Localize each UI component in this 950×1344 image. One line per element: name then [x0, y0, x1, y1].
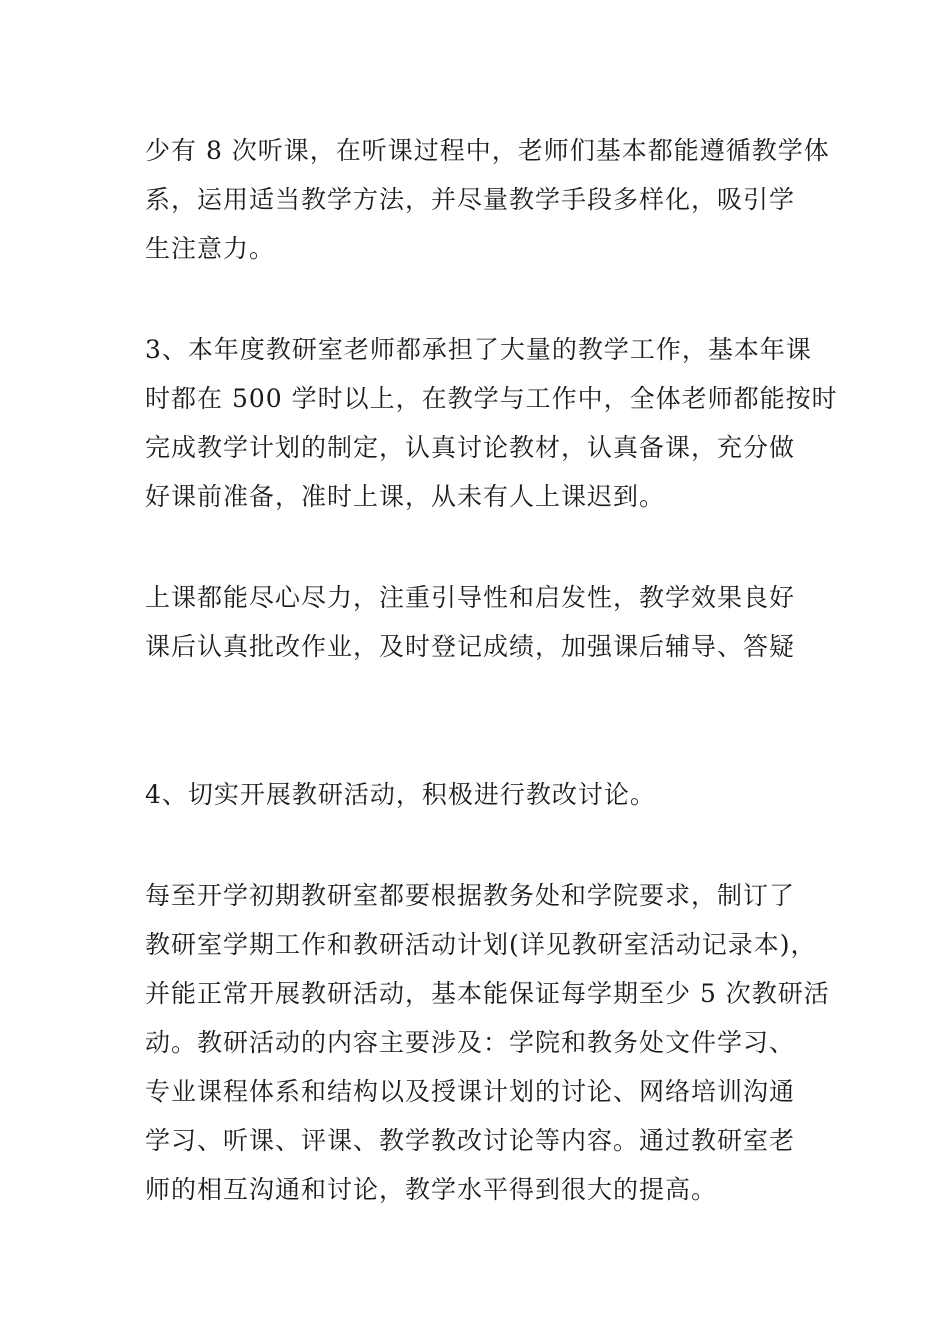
- paragraph-1-line-2: 系，运用适当教学方法，并尽量教学手段多样化，吸引学: [145, 185, 796, 214]
- paragraph-1-line-1: 少有 8 次听课，在听课过程中，老师们基本都能遵循教学体: [145, 136, 830, 165]
- paragraph-5-line-6: 学习、听课、评课、教学教改讨论等内容。通过教研室老: [145, 1126, 796, 1155]
- paragraph-4-line-1: 4、切实开展教研活动，积极进行教改讨论。: [145, 780, 656, 809]
- paragraph-5-line-1: 每至开学初期教研室都要根据教务处和学院要求，制订了: [145, 881, 796, 910]
- paragraph-2-line-2: 时都在 500 学时以上，在教学与工作中，全体老师都能按时: [145, 384, 838, 413]
- paragraph-3-line-1: 上课都能尽心尽力，注重引导性和启发性，教学效果良好: [145, 583, 796, 612]
- paragraph-5-line-3: 并能正常开展教研活动，基本能保证每学期至少 5 次教研活: [145, 979, 830, 1008]
- paragraph-2-line-3: 完成教学计划的制定，认真讨论教材，认真备课，充分做: [145, 433, 796, 462]
- paragraph-2-line-4: 好课前准备，准时上课，从未有人上课迟到。: [145, 482, 666, 511]
- paragraph-5-line-4: 动。教研活动的内容主要涉及：学院和教务处文件学习、: [145, 1028, 796, 1057]
- paragraph-2-line-1: 3、本年度教研室老师都承担了大量的教学工作，基本年课: [145, 335, 812, 364]
- paragraph-3-line-2: 课后认真批改作业，及时登记成绩，加强课后辅导、答疑: [145, 632, 796, 661]
- paragraph-5-line-2: 教研室学期工作和教研活动计划(详见教研室活动记录本)，: [145, 930, 817, 959]
- paragraph-5-line-7: 师的相互沟通和讨论，教学水平得到很大的提高。: [145, 1175, 718, 1204]
- paragraph-5-line-5: 专业课程体系和结构以及授课计划的讨论、网络培训沟通: [145, 1077, 796, 1106]
- paragraph-1-line-3: 生注意力。: [145, 234, 276, 263]
